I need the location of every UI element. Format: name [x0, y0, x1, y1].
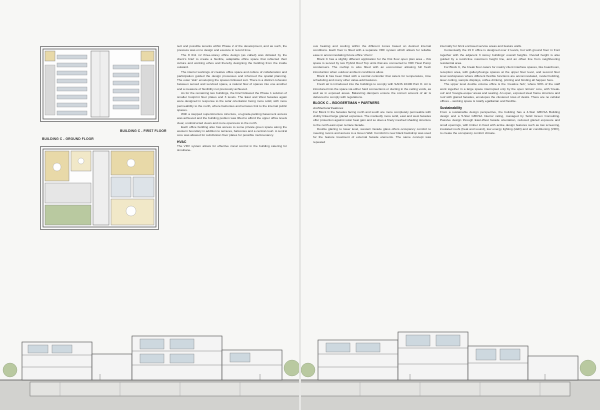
middle-text-column — [313, 44, 431, 278]
paragraph: For Block C the facades facing north and south are more completely permeable with visibly linked large glazed expanses. The markedly more solid, east and west facades offer protection against solar heat gain and so does a finely meshed shading structure to the north-east open terrace facade. — [313, 109, 431, 127]
sustainability-heading: Sustainability — [440, 105, 463, 110]
floorplan-drawing-icon — [41, 147, 158, 229]
paragraph: For Block C, the break floor caters for mainly client interface spaces, like boardroom, reception area, with gallery/lounge spaces at the upper floor level, and second floor level workspaces where different flexible functions are accommodated, model building, laser cutting, sample displays, coffee drinking, printing and binding all happen here. — [440, 65, 560, 82]
paragraph: As for the remaining two buildings, the brief followed the Phase 1 solution of smaller footprint floor plates and 3 levels. The East and West facades again were designed in response to the solar orientation being more solid, with more permeability to the north, where balconies and terraces link to the internal public spaces. — [177, 90, 287, 112]
floorplan-drawing-icon — [41, 47, 158, 121]
paragraph: Contextually the 19 F office is designed over 2 levels, but with ground floor in front together with the adjacent 3 storey buildings' overall heights. Overall height is also guided by a restrictive maximum height line, and an offset line from neighbouring residential area. — [440, 48, 560, 65]
hvac-heading: HVAC — [177, 139, 187, 144]
paragraph: ous heating and cooling within the different zones based on desired internal conditions. Each floor is fitted with a separate VRF system which allows for reliable ease in accommodating future office 'churn'. — [313, 44, 431, 57]
paragraph: Block C has a slightly different application for the first floor open plan area – this space is served by two Hybrid Roof Top units that are connected to VRF Heat Pump condensers. The rooftop is also fitted with an economiser allowing full fresh introduction when outdoor ambient conditions allow. — [313, 56, 431, 74]
ground-floor-caption: BUILDING C - GROUND FLOOR — [42, 137, 94, 141]
block-c-heading: BLOCK C – BOOGERTMAN + PARTNERS — [313, 101, 380, 106]
architectural-features-heading: Architectural Features — [313, 105, 344, 110]
paragraph: The 8 011 m² three-storey office design (as called) was dictated by the client's brief to create a flexible, adaptable office space that reflected their culture and working ethos and thereby designing the building from the inside outward. — [177, 52, 287, 70]
left-text-column — [177, 44, 287, 274]
paragraph: With a stepped superstructure structure, on-grade-parking basement access was achieved and the building podium was lifted to afford the upper office levels clear, unobstructed views and more openness to the north. — [177, 112, 287, 125]
paragraph: The VRV system allows for effective zonal control in the building catering for simultane- — [177, 143, 287, 152]
paragraph: The interior workings of creative office space and culture of collaboration and participation guided the design processes and informed the spatial planning. The outer 'skin' enveloping the spaces followed suit. There is a distinct cohesion between served and serviced space, a natural flow of spaces into one another and a measure of flexibility not previously achieved. — [177, 69, 287, 91]
ground-floor-plan — [40, 146, 159, 230]
paragraph: Fresh air is introduced into the buildings to comply with SANS 10400 Part O. Air is introduced into the space via either hard connections or ducting in the ceiling voids, as well as in exposed areas. Balancing dampers ensure the correct amount of air is delivered to comply with regulations. — [313, 82, 431, 99]
paragraph: internally for brick enclosed service areas and feature walls. — [440, 44, 522, 48]
first-floor-plan — [40, 46, 159, 122]
paragraph: Double glazing to lower level, western facade glass offers occupancy comfort to meeting rooms and access to a Green Wall. Comforts's new black backdrop was used for the feature treatment of external facade elements. The same concept was repeated — [313, 126, 431, 144]
paragraph: From a sustainable design perspective, the building has a 4-Star GBCSA Building design and a 5-Star GBCSA Interior rating, managed by Solid Green Consulting. Passive design through East-West facade orientation, reduced glazed exposure and small openings, with timber in fixed with active design features such as low screening, insulated roofs (heat and sound), low energy lighting (LED) and air conditioning (VRV), to create the occupancy comfort climate. — [440, 109, 560, 135]
paragraph: Each office building also has access to some private green space along the western boundary in addition to terraces, balconies and a central court. A central core was allowed for subdivision floor plates for possible multi-tenancy. — [177, 124, 287, 138]
paragraph: tect and possible tenants within Phase 2 of the development, and as such, the pressure was on to design and execute in record time. — [177, 44, 287, 53]
page-gutter — [299, 0, 301, 410]
paragraph: The upper level double volume office is the 'creative hub', where 90% of the staff work together in a large space interrupted only by the open 'atrium' core, with 'break-out' and 'Google-esque' areas and seating. An open, exposed steel frame structure and roof with glazed facades, envelopes the clustered rows of desks. There are no cellular offices – working space is totally egalitarian and flexible. — [440, 82, 560, 104]
right-text-column — [440, 44, 560, 278]
paragraph: Block E has been fitted with a central controller that caters for temperature, time scheduling and many other value-add features. — [313, 73, 431, 82]
first-floor-caption: BUILDING C - FIRST FLOOR — [120, 129, 167, 133]
